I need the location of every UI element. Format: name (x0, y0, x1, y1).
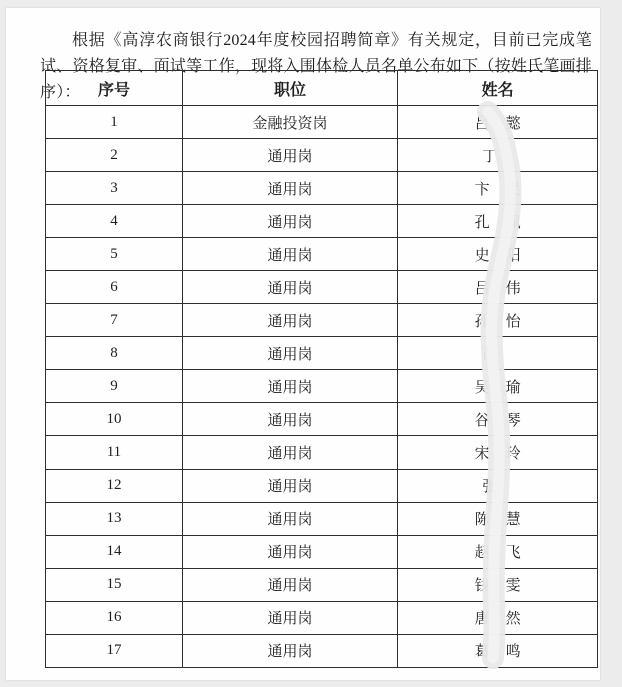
table-row (46, 568, 598, 601)
candidate-name (482, 145, 513, 166)
name-redacted-char (490, 311, 506, 329)
cell-index: 14 (46, 535, 183, 568)
name-visible-suffix: 怡 (505, 313, 521, 330)
name-redacted-char (490, 510, 506, 528)
name-visible-suffix: 然 (505, 611, 521, 628)
cell-name (398, 403, 598, 436)
name-visible-suffix: 佩 (505, 214, 521, 231)
name-visible-prefix: 赵 (474, 545, 490, 562)
cell-name (398, 370, 598, 403)
intro-paragraph: 根据《高淳农商银行2024年度校园招聘简章》有关规定，目前已完成笔试、资格复审、面试等工作，现将入围体检人员名单公布如下（按姓氏笔画排序）： (40, 32, 592, 101)
cell-name (398, 172, 598, 205)
table-row (46, 370, 598, 403)
table-header-row (46, 71, 598, 106)
cell-name (398, 106, 598, 139)
candidate-name (482, 475, 513, 496)
cell-index: 15 (46, 568, 183, 601)
table-row (46, 106, 598, 139)
header-position: 职位 (182, 71, 397, 106)
name-redacted-char (490, 443, 506, 461)
table-row (46, 238, 598, 271)
name-visible-suffix: 阳 (505, 247, 521, 264)
cell-index: 4 (46, 205, 183, 238)
candidate-name (475, 112, 521, 133)
table-row (46, 139, 598, 172)
candidate-name (482, 343, 513, 364)
cell-name (398, 535, 598, 568)
name-visible-prefix: 张 (482, 479, 498, 496)
table-row (46, 469, 598, 502)
name-visible-prefix: 孙 (474, 313, 490, 330)
cell-position: 通用岗 (182, 568, 397, 601)
cell-position: 通用岗 (182, 271, 397, 304)
cell-position: 通用岗 (182, 502, 397, 535)
table-row (46, 436, 598, 469)
cell-index: 7 (46, 304, 183, 337)
cell-position: 通用岗 (182, 469, 397, 502)
name-redacted-char (490, 543, 506, 561)
name-visible-suffix: 慧 (505, 512, 521, 529)
name-redacted-char (490, 245, 506, 263)
header-name: 姓名 (398, 71, 598, 106)
cell-position: 通用岗 (182, 238, 397, 271)
name-redacted-char (497, 477, 513, 495)
name-visible-suffix: 雯 (505, 578, 521, 595)
cell-index: 2 (46, 139, 183, 172)
candidate-name (475, 607, 521, 628)
name-redacted-char (497, 344, 513, 362)
candidate-name (475, 442, 521, 463)
candidate-name (475, 211, 521, 232)
cell-position: 金融投资岗 (182, 106, 397, 139)
cell-index: 8 (46, 337, 183, 370)
name-visible-prefix: 吕 (474, 115, 490, 132)
name-visible-suffix: 懿 (505, 115, 521, 132)
candidate-name (475, 178, 521, 199)
cell-name (398, 634, 598, 667)
cell-position: 通用岗 (182, 139, 397, 172)
cell-position: 通用岗 (182, 205, 397, 238)
name-redacted-char (490, 642, 506, 660)
cell-index: 9 (46, 370, 183, 403)
cell-name (398, 238, 598, 271)
table-row (46, 535, 598, 568)
name-visible-suffix: 民 (505, 181, 521, 198)
name-visible-prefix: 葛 (474, 644, 490, 661)
name-visible-prefix: 吴 (474, 379, 490, 396)
cell-position: 通用岗 (182, 337, 397, 370)
cell-name (398, 304, 598, 337)
cell-position: 通用岗 (182, 304, 397, 337)
name-redacted-char (490, 179, 506, 197)
cell-name (398, 502, 598, 535)
table-row (46, 271, 598, 304)
cell-index: 17 (46, 634, 183, 667)
cell-position: 通用岗 (182, 601, 397, 634)
cell-position: 通用岗 (182, 634, 397, 667)
name-redacted-char (490, 609, 506, 627)
table-body (46, 106, 598, 668)
candidate-name (475, 277, 521, 298)
name-visible-prefix: 丁 (482, 148, 498, 165)
table-row (46, 403, 598, 436)
name-redacted-char (490, 377, 506, 395)
cell-index: 16 (46, 601, 183, 634)
name-visible-suffix: 飞 (505, 545, 521, 562)
candidate-name (475, 244, 521, 265)
table-row (46, 172, 598, 205)
cell-name (398, 601, 598, 634)
cell-name (398, 469, 598, 502)
name-redacted-char (497, 146, 513, 164)
candidate-name (475, 508, 521, 529)
table-row (46, 304, 598, 337)
name-visible-prefix: 史 (474, 247, 490, 264)
cell-position: 通用岗 (182, 370, 397, 403)
cell-name (398, 205, 598, 238)
cell-index: 13 (46, 502, 183, 535)
cell-index: 11 (46, 436, 183, 469)
name-redacted-char (490, 410, 506, 428)
candidate-name (475, 409, 521, 430)
name-visible-suffix: 伟 (505, 280, 521, 297)
name-visible-prefix: 芮 (482, 346, 498, 363)
cell-name (398, 139, 598, 172)
name-visible-prefix: 宋 (474, 445, 490, 462)
header-index: 序号 (46, 71, 183, 106)
candidate-name (475, 640, 521, 661)
candidate-table (45, 70, 598, 668)
name-redacted-char (490, 212, 506, 230)
candidate-name (475, 310, 521, 331)
table-row (46, 205, 598, 238)
candidate-name (475, 376, 521, 397)
cell-index: 12 (46, 469, 183, 502)
table-row (46, 502, 598, 535)
name-visible-prefix: 孔 (474, 214, 490, 231)
candidate-name (475, 541, 521, 562)
cell-name (398, 436, 598, 469)
name-visible-prefix: 陈 (474, 512, 490, 529)
name-visible-suffix: 鸣 (505, 644, 521, 661)
cell-index: 5 (46, 238, 183, 271)
name-visible-suffix: 瑜 (505, 379, 521, 396)
name-redacted-char (490, 576, 506, 594)
name-visible-prefix: 唐 (474, 611, 490, 628)
name-visible-suffix: 琴 (505, 412, 521, 429)
cell-position: 通用岗 (182, 172, 397, 205)
name-visible-prefix: 钱 (474, 578, 490, 595)
table-row (46, 634, 598, 667)
cell-name (398, 271, 598, 304)
cell-name (398, 568, 598, 601)
table-row (46, 337, 598, 370)
cell-position: 通用岗 (182, 535, 397, 568)
name-redacted-char (490, 278, 506, 296)
cell-index: 1 (46, 106, 183, 139)
cell-index: 6 (46, 271, 183, 304)
cell-index: 3 (46, 172, 183, 205)
cell-name (398, 337, 598, 370)
table-row (46, 601, 598, 634)
document-page (6, 8, 600, 680)
name-visible-suffix: 玲 (505, 445, 521, 462)
cell-position: 通用岗 (182, 403, 397, 436)
candidate-name (475, 574, 521, 595)
name-visible-prefix: 谷 (474, 412, 490, 429)
cell-position: 通用岗 (182, 436, 397, 469)
cell-index: 10 (46, 403, 183, 436)
name-visible-prefix: 吕 (474, 280, 490, 297)
name-visible-prefix: 卞 (474, 181, 490, 198)
name-redacted-char (490, 113, 506, 131)
